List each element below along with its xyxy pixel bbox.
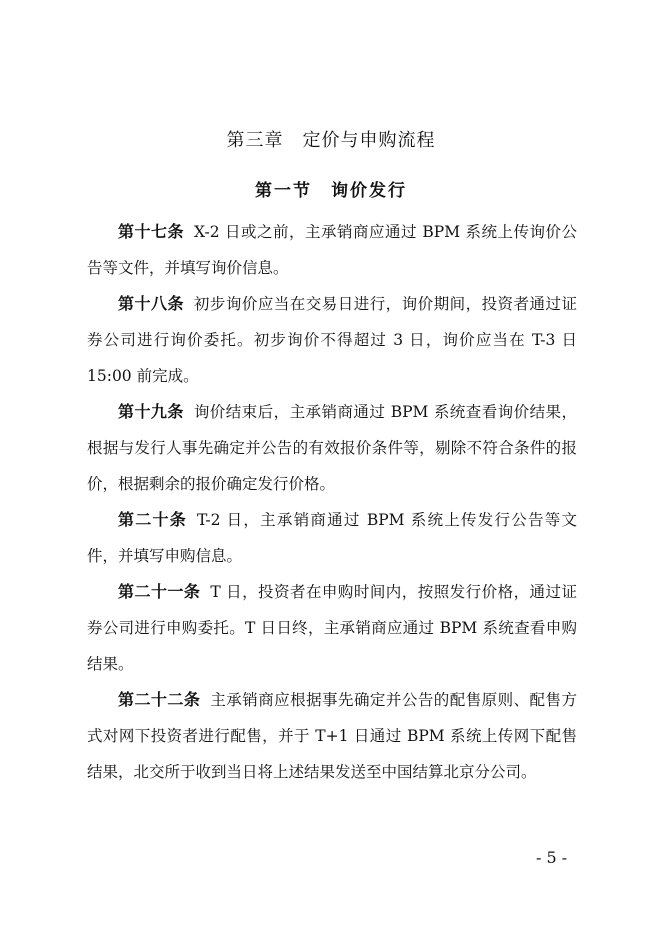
article-text: X-2 日或之前，主承销商应通过 BPM 系统上传询价公告等文件，并填写询价信息。	[87, 223, 577, 277]
article-text: T 日，投资者在申购时间内，按照发行价格，通过证券公司进行申购委托。T 日日终，主承销商应通过 BPM 系统查看申购结果。	[87, 583, 577, 673]
article-text: 询价结束后，主承销商通过 BPM 系统查看询价结果，根据与发行人事先确定并公告的有效报价条件等，剔除不符合条件的报价，根据剩余的报价确定发行价格。	[87, 403, 577, 493]
document-body	[87, 214, 577, 790]
article-19	[87, 394, 577, 502]
article-17	[87, 214, 577, 286]
article-text: 初步询价应当在交易日进行，询价期间，投资者通过证券公司进行询价委托。初步询价不得超过 3 日，询价应当在 T-3 日 15:00 前完成。	[87, 295, 577, 385]
article-22	[87, 682, 577, 790]
page-number: - 5 -	[536, 848, 568, 867]
article-21	[87, 574, 577, 682]
article-title: 第十八条	[118, 294, 184, 313]
article-text: T-2 日，主承销商通过 BPM 系统上传发行公告等文件，并填写申购信息。	[87, 511, 577, 565]
article-20	[87, 502, 577, 574]
article-18	[87, 286, 577, 394]
article-title: 第十九条	[118, 402, 184, 421]
article-title: 第二十二条	[118, 690, 201, 709]
article-title: 第二十一条	[118, 582, 201, 601]
article-text: 主承销商应根据事先确定并公告的配售原则、配售方式对网下投资者进行配售，并于 T+1 日通过 BPM 系统上传网下配售结果，北交所于收到当日将上述结果发送至中国结算北京分公司。	[87, 691, 577, 781]
section-title: 第一节 询价发行	[255, 181, 407, 201]
chapter-title: 第三章 定价与申购流程	[226, 130, 436, 151]
article-title: 第二十条	[118, 510, 188, 529]
article-title: 第十七条	[118, 222, 184, 241]
